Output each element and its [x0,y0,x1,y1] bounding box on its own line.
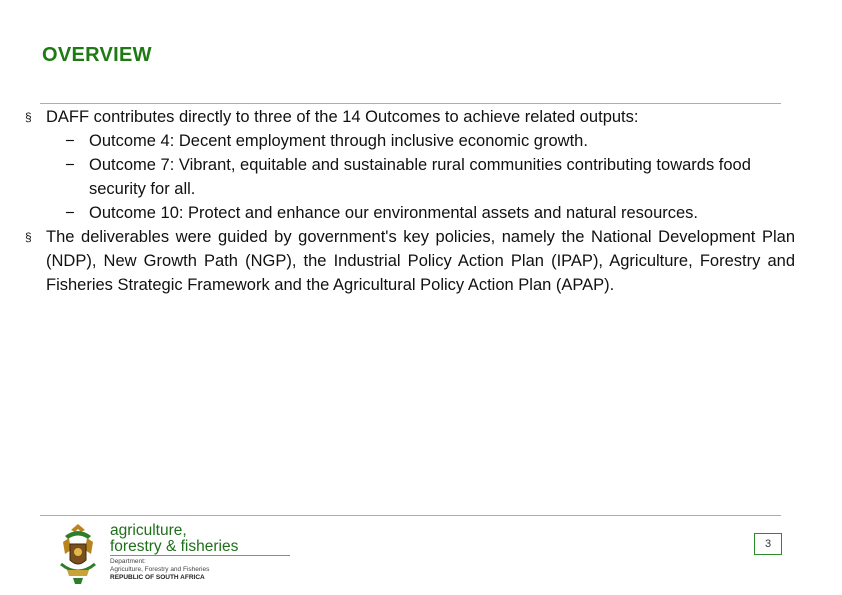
slide-content [25,105,795,297]
dept-line-3: REPUBLIC OF SOUTH AFRICA [110,574,205,581]
bottom-divider [40,515,781,516]
dash-marker: − [65,204,75,222]
department-text [110,558,209,582]
brand-line-2: forestry & fisheries [110,538,239,555]
dash-marker: − [65,132,75,150]
outcome-10-text: Outcome 10: Protect and enhance our environmental assets and natural resources. [89,204,699,222]
page-number: 3 [754,533,782,555]
bullet-item [25,105,795,129]
slide-title: OVERVIEW [42,44,152,66]
bullet-marker: § [25,230,32,244]
outcome-item [25,129,795,153]
top-divider [40,103,781,104]
outcome-7-text: Outcome 7: Vibrant, equitable and sustainable rural communities contributing towards food security for all. [89,156,751,198]
coat-of-arms-icon [55,520,101,588]
dept-divider [110,555,290,556]
brand-line-1: agriculture, [110,522,187,539]
outcome-item [25,153,795,201]
bullet-text-policies: The deliverables were guided by government's key policies, namely the National Development Plan (NDP), New Growth Path (NGP), the Industrial Policy Action Plan (IPAP), Agriculture, Forestry and Fisheries Strategic Framework and the Agricultural Policy Action Plan (APAP). [46,228,795,294]
bullet-text-outcomes: DAFF contributes directly to three of the 14 Outcomes to achieve related outputs: [46,108,639,126]
bullet-item [25,225,795,297]
outcome-4-text: Outcome 4: Decent employment through inclusive economic growth. [89,132,588,150]
dept-line-1: Department: [110,558,146,565]
dept-line-2: Agriculture, Forestry and Fisheries [110,566,210,573]
bullet-marker: § [25,110,32,124]
dash-marker: − [65,156,75,174]
outcome-item [25,201,795,225]
daff-logo [55,520,245,588]
brand-name [110,523,238,555]
